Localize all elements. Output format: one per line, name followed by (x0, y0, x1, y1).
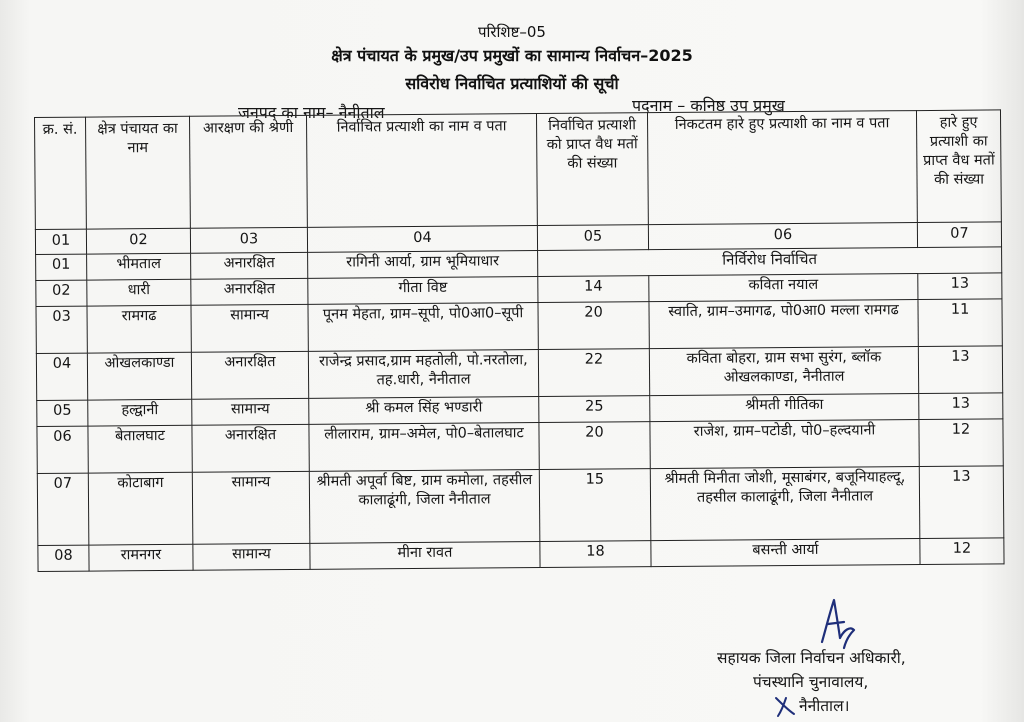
cell-runner-up-votes: 11 (918, 299, 1002, 347)
column-header-winner: निर्वाचित प्रत्याशी का नाम व पता (306, 114, 537, 228)
signature-image (800, 594, 860, 654)
cell-sno: 06 (37, 426, 88, 473)
cell-winner-votes: 20 (539, 422, 650, 470)
document-title: क्षेत्र पंचायत के प्रमुख/उप प्रमुखों का सामान्य निर्वाचन–2025 (331, 46, 693, 65)
cell-runner-up: राजेश, ग्राम–पटोडी, पो0–हल्दयानी (650, 420, 919, 469)
cell-runner-up-votes: 13 (919, 393, 1003, 420)
cell-winner: रागिनी आर्या, ग्राम भूमियाधार (308, 251, 538, 279)
cell-panchayat: हल्द्वानी (88, 399, 192, 426)
cell-sno: 05 (37, 400, 88, 426)
district-name: जनपद का नाम– नैनीताल (238, 103, 385, 122)
column-number: 03 (190, 227, 307, 253)
cell-sno: 01 (36, 254, 87, 280)
cell-category: सामान्य (193, 543, 310, 570)
cell-winner-votes: 15 (539, 469, 651, 542)
cell-winner: पूनम मेहता, ग्राम–सूपी, पो0आ0–सूपी (308, 303, 538, 352)
table-row (37, 466, 1004, 546)
signatory-designation: सहायक जिला निर्वाचन अधिकारी, (717, 649, 906, 667)
column-header-category: आरक्षण की श्रेणी (189, 115, 307, 228)
cell-winner-votes: 18 (540, 541, 651, 568)
cell-category: सामान्य (191, 304, 308, 352)
column-number: 06 (648, 223, 917, 250)
cell-unopposed-note: निर्विरोध निर्वाचित (538, 247, 1002, 277)
cell-panchayat: कोटाबाग (88, 472, 193, 545)
appendix-number: परिशिष्ट–05 (478, 23, 546, 41)
column-number: 02 (86, 228, 190, 254)
column-number: 05 (537, 225, 648, 251)
results-table (34, 109, 1005, 572)
cell-runner-up-votes: 12 (920, 538, 1004, 565)
document-subtitle: सविरोध निर्वाचित प्रत्याशियों की सूची (405, 74, 619, 93)
column-number: 04 (307, 226, 537, 253)
cell-winner: लीलाराम, ग्राम–अमेल, पो0–बेतालघाट (309, 423, 539, 472)
cell-runner-up: बसन्ती आर्या (651, 539, 920, 567)
table-row (36, 299, 1002, 354)
cell-winner-votes: 14 (538, 276, 649, 303)
cell-panchayat: भीमताल (87, 253, 191, 280)
column-header-runner-up-votes: हारे हुए प्रत्याशी का प्राप्त वैध मतों की संख्या (916, 110, 1001, 223)
column-header-winner-votes: निर्वाचित प्रत्याशी को प्राप्त वैध मतों की संख्या (536, 113, 648, 226)
column-header-panchayat: क्षेत्र पंचायत का नाम (86, 116, 191, 229)
post-name: पदनाम – कनिष्ठ उप प्रमुख (632, 96, 785, 115)
column-header-sno: क्र. सं. (35, 117, 87, 229)
cell-panchayat: बेतालघाट (88, 425, 192, 473)
cell-sno: 07 (37, 473, 89, 545)
cell-panchayat: धारी (87, 279, 191, 306)
cell-winner: गीता विष्ट (308, 277, 538, 305)
cell-panchayat: ओखलकाण्डा (87, 352, 191, 400)
signatory-office: पंचस्थानि चुनावालय, (753, 673, 869, 691)
cell-winner: श्री कमल सिंह भण्डारी (309, 397, 539, 425)
cell-winner-votes: 22 (538, 349, 649, 397)
signatory-block (717, 646, 906, 718)
cell-category: सामान्य (192, 471, 310, 544)
cell-runner-up-votes: 13 (919, 466, 1004, 539)
cell-sno: 08 (38, 545, 89, 571)
cell-category: अनारक्षित (191, 252, 308, 279)
cell-category: अनारक्षित (191, 278, 308, 305)
table-row (36, 346, 1002, 401)
cell-winner-votes: 25 (539, 396, 650, 423)
table-header-row (35, 110, 1002, 230)
cell-sno: 04 (36, 353, 87, 400)
column-number: 01 (35, 229, 86, 254)
cell-sno: 02 (36, 280, 87, 306)
cell-sno: 03 (36, 306, 87, 353)
cell-runner-up-votes: 13 (918, 346, 1002, 394)
column-header-runner-up: निकटतम हारे हुए प्रत्याशी का नाम व पता (647, 111, 917, 225)
table-row (37, 419, 1003, 474)
cell-winner: श्रीमती अपूर्वा बिष्ट, ग्राम कमोला, तहसील कालाढूंगी, जिला नैनीताल (309, 470, 540, 544)
cell-runner-up: श्रीमती मिनीता जोशी, मूसाबंगर, बजूनियाहल्दू, तहसील कालाढूंगी, जिला नैनीताल (650, 467, 920, 541)
cell-runner-up-votes: 12 (919, 419, 1003, 467)
cell-runner-up-votes: 13 (918, 273, 1002, 300)
cell-panchayat: रामगढ (87, 305, 191, 353)
cell-runner-up: कविता नयाल (649, 274, 918, 302)
column-number: 07 (917, 222, 1001, 248)
cell-runner-up: कविता बोहरा, ग्राम सभा सुरंग, ब्लॉक ओखलकाण्डा, नैनीताल (649, 347, 918, 396)
cell-category: अनारक्षित (192, 424, 309, 472)
cell-winner: राजेन्द्र प्रसाद,ग्राम महतोली, पो.नरतोला, तह.धारी, नैनीताल (308, 350, 538, 399)
cell-winner-votes: 20 (538, 302, 649, 350)
cell-runner-up: श्रीमती गीतिका (650, 394, 919, 422)
cell-runner-up: स्वाति, ग्राम–उमागढ, पो0आ0 मल्ला रामगढ (649, 300, 918, 349)
cell-category: अनारक्षित (191, 351, 308, 399)
cell-panchayat: रामनगर (89, 544, 193, 571)
cell-winner: मीना रावत (310, 542, 540, 570)
signatory-location: नैनीताल। (799, 697, 850, 715)
cell-category: सामान्य (192, 398, 309, 425)
